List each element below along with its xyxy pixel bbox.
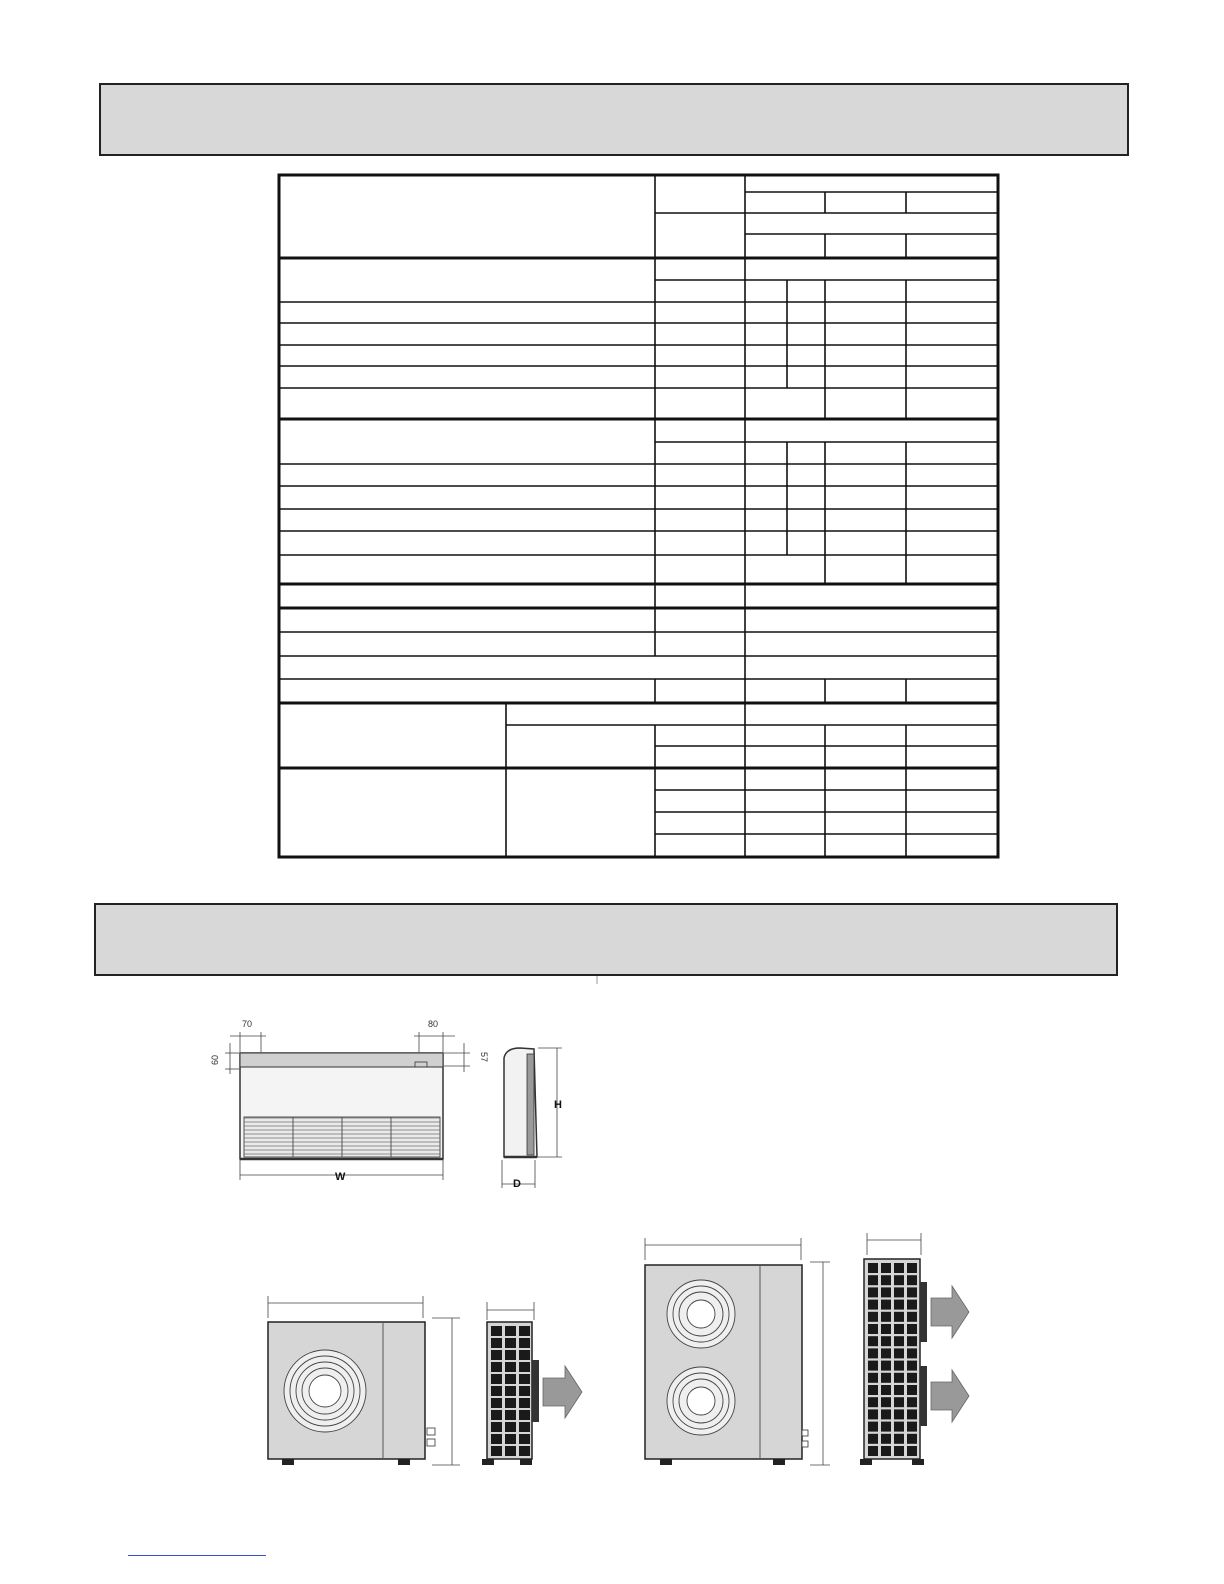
coil-cell xyxy=(907,1336,917,1346)
coil-cell xyxy=(505,1446,516,1456)
coil-cell xyxy=(907,1446,917,1456)
coil-cell xyxy=(491,1374,502,1384)
coil-cell xyxy=(491,1386,502,1396)
coil-cell xyxy=(868,1263,878,1273)
coil-cell xyxy=(868,1373,878,1383)
coil-cell xyxy=(907,1409,917,1419)
coil-cell xyxy=(907,1263,917,1273)
coil-cell xyxy=(881,1422,891,1432)
coil-cell xyxy=(491,1446,502,1456)
coil-cell xyxy=(881,1300,891,1310)
coil-cell xyxy=(907,1422,917,1432)
coil-cell xyxy=(881,1275,891,1285)
coil-cell xyxy=(894,1446,904,1456)
coil-cell xyxy=(881,1397,891,1407)
dim-right-offset: 80 xyxy=(428,1019,439,1029)
coil-cell xyxy=(868,1434,878,1444)
coil-cell xyxy=(907,1385,917,1395)
coil-cell xyxy=(894,1373,904,1383)
coil-cell xyxy=(519,1410,530,1420)
coil-cell xyxy=(894,1336,904,1346)
coil-cell xyxy=(491,1362,502,1372)
coil-cell xyxy=(519,1422,530,1432)
coil-cell xyxy=(907,1275,917,1285)
outdoor-unit-twin-fan-side xyxy=(860,1233,969,1465)
coil-cell xyxy=(894,1434,904,1444)
coil-cell xyxy=(505,1386,516,1396)
indoor-unit-side-drawing xyxy=(502,1048,562,1190)
coil-cell xyxy=(894,1409,904,1419)
airflow-arrow-icon xyxy=(931,1286,969,1338)
dim-right-height: 57 xyxy=(479,1052,489,1063)
coil-cell xyxy=(868,1336,878,1346)
coil-cell xyxy=(894,1300,904,1310)
coil-cell xyxy=(519,1338,530,1348)
coil-cell xyxy=(868,1324,878,1334)
coil-cell xyxy=(519,1350,530,1360)
airflow-arrow-icon xyxy=(543,1366,582,1418)
coil-cell xyxy=(505,1398,516,1408)
coil-cell xyxy=(881,1287,891,1297)
dim-depth-label: D xyxy=(513,1178,521,1190)
indoor-unit-front-drawing xyxy=(210,1019,489,1183)
coil-cell xyxy=(907,1434,917,1444)
coil-cell xyxy=(881,1336,891,1346)
coil-cell xyxy=(868,1348,878,1358)
coil-cell xyxy=(505,1362,516,1372)
coil-cell xyxy=(505,1374,516,1384)
coil-cell xyxy=(881,1348,891,1358)
coil-cell xyxy=(894,1348,904,1358)
outdoor-unit-single-fan-side xyxy=(482,1302,582,1465)
coil-cell xyxy=(881,1446,891,1456)
dim-left-offset: 70 xyxy=(242,1019,253,1029)
coil-cell xyxy=(868,1312,878,1322)
coil-cell xyxy=(491,1398,502,1408)
coil-cell xyxy=(519,1398,530,1408)
coil-cell xyxy=(907,1312,917,1322)
dim-height-label: H xyxy=(554,1099,562,1111)
coil-cell xyxy=(881,1385,891,1395)
coil-cell xyxy=(881,1324,891,1334)
dimensions-banner xyxy=(94,903,1118,976)
airflow-arrow-icon xyxy=(931,1370,969,1422)
coil-cell xyxy=(505,1350,516,1360)
coil-cell xyxy=(868,1275,878,1285)
coil-cell xyxy=(894,1275,904,1285)
coil-cell xyxy=(907,1361,917,1371)
coil-cell xyxy=(894,1397,904,1407)
coil-cell xyxy=(491,1350,502,1360)
coil-cell xyxy=(907,1373,917,1383)
coil-cell xyxy=(894,1422,904,1432)
coil-cell xyxy=(907,1348,917,1358)
outdoor-unit-single-fan-front xyxy=(268,1296,460,1465)
coil-cell xyxy=(894,1287,904,1297)
coil-cell xyxy=(505,1410,516,1420)
dim-width-label: W xyxy=(335,1171,346,1183)
coil-cell xyxy=(491,1326,502,1336)
coil-cell xyxy=(505,1338,516,1348)
coil-cell xyxy=(491,1410,502,1420)
coil-cell xyxy=(907,1300,917,1310)
coil-cell xyxy=(868,1287,878,1297)
coil-cell xyxy=(519,1386,530,1396)
coil-cell xyxy=(894,1312,904,1322)
coil-cell xyxy=(505,1422,516,1432)
coil-cell xyxy=(868,1385,878,1395)
coil-cell xyxy=(894,1361,904,1371)
coil-cell xyxy=(907,1324,917,1334)
coil-cell xyxy=(491,1434,502,1444)
coil-cell xyxy=(505,1326,516,1336)
coil-cell xyxy=(519,1326,530,1336)
coil-cell xyxy=(881,1263,891,1273)
coil-cell xyxy=(868,1409,878,1419)
coil-cell xyxy=(894,1324,904,1334)
coil-cell xyxy=(491,1338,502,1348)
coil-cell xyxy=(881,1361,891,1371)
coil-cell xyxy=(868,1397,878,1407)
coil-cell xyxy=(868,1422,878,1432)
coil-cell xyxy=(868,1361,878,1371)
coil-cell xyxy=(881,1434,891,1444)
coil-cell xyxy=(491,1422,502,1432)
dim-left-height: 60 xyxy=(210,1054,220,1065)
coil-cell xyxy=(519,1374,530,1384)
coil-cell xyxy=(868,1446,878,1456)
coil-cell xyxy=(881,1409,891,1419)
coil-cell xyxy=(894,1263,904,1273)
coil-cell xyxy=(907,1287,917,1297)
coil-cell xyxy=(505,1434,516,1444)
coil-cell xyxy=(868,1300,878,1310)
coil-cell xyxy=(881,1312,891,1322)
coil-cell xyxy=(881,1373,891,1383)
outdoor-unit-twin-fan-front xyxy=(645,1238,830,1465)
coil-cell xyxy=(519,1362,530,1372)
footer-link-underline[interactable] xyxy=(128,1555,266,1556)
coil-cell xyxy=(519,1434,530,1444)
coil-cell xyxy=(894,1385,904,1395)
coil-cell xyxy=(519,1446,530,1456)
coil-cell xyxy=(907,1397,917,1407)
